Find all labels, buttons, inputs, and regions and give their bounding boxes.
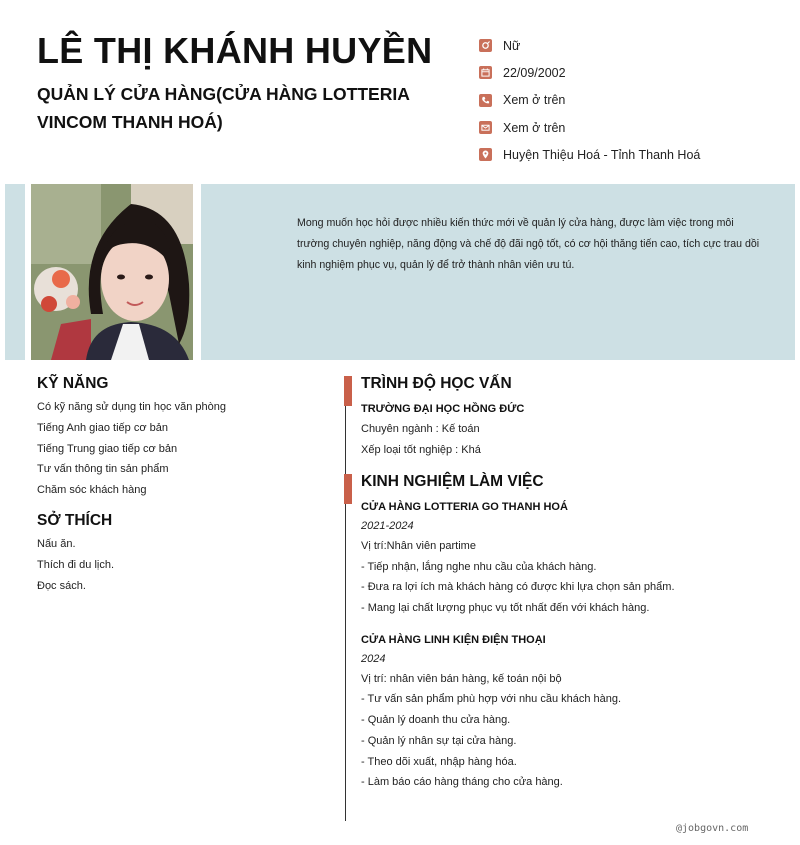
hobby-item: Thích đi du lịch. xyxy=(37,558,115,571)
school-name: TRƯỜNG ĐẠI HỌC HỒNG ĐỨC xyxy=(361,403,525,415)
left-column xyxy=(37,373,327,596)
email-value: Xem ở trên xyxy=(503,120,566,135)
experience-title: KINH NGHIỆM LÀM VIỆC xyxy=(361,473,544,490)
job-entry xyxy=(361,498,781,619)
calendar-icon xyxy=(479,66,492,79)
job-entry xyxy=(361,631,781,793)
hobbies-title: SỞ THÍCH xyxy=(37,511,113,529)
career-objective: Mong muốn học hỏi được nhiều kiến thức mới về quản lý cửa hàng, được làm việc trong môi trường chuyên nghiệp, năng động và chế độ đãi ngộ tốt, có cơ hội thăng tiến cao, tích cực trau dồi kinh nghiệm phục vụ, quản lý để trở thành nhân viên ưu tú. xyxy=(297,217,760,271)
phone-value: Xem ở trên xyxy=(503,93,566,108)
education-section xyxy=(361,373,781,460)
skill-item: Có kỹ năng sử dụng tin học văn phòng xyxy=(37,401,226,413)
job-duty: - Tư vấn sản phẩm phù hợp với nhu cầu khách hàng. xyxy=(361,693,622,706)
gender-value: Nữ xyxy=(503,38,521,53)
hobbies-list xyxy=(37,534,327,596)
phone-icon xyxy=(479,94,492,107)
job-period: 2024 xyxy=(361,652,386,665)
skills-list xyxy=(37,397,327,501)
education-major: Chuyên ngành : Kế toán xyxy=(361,423,480,435)
job-period: 2021-2024 xyxy=(361,520,414,532)
skill-item: Chăm sóc khách hàng xyxy=(37,484,147,497)
contact-gender xyxy=(479,32,700,59)
address-value: Huyện Thiệu Hoá - Tỉnh Thanh Hoá xyxy=(503,147,701,162)
job-position: Vị trí: nhân viên bán hàng, kế toán nội bộ xyxy=(361,672,562,685)
birthday-value: 22/09/2002 xyxy=(503,65,566,80)
gender-icon xyxy=(479,39,492,52)
job-duty: - Làm báo cáo hàng tháng cho cửa hàng. xyxy=(361,776,563,789)
job-duty: - Quản lý doanh thu cửa hàng. xyxy=(361,714,511,727)
job-duty: - Đưa ra lợi ích mà khách hàng có được khi lựa chọn sản phẩm. xyxy=(361,581,675,594)
education-accent-bar xyxy=(344,376,352,406)
education-grade: Xếp loại tốt nghiệp : Khá xyxy=(361,443,481,456)
profile-photo xyxy=(31,184,193,360)
contact-email xyxy=(479,114,700,141)
job-duty: - Theo dõi xuất, nhập hàng hóa. xyxy=(361,755,517,768)
experience-accent-bar xyxy=(344,474,352,504)
contact-info xyxy=(479,32,700,168)
watermark: @jobgovn.com xyxy=(676,823,749,834)
job-position: Vị trí:Nhân viên partime xyxy=(361,540,476,552)
skill-item: Tư vấn thông tin sản phẩm xyxy=(37,463,169,476)
job-duty: - Tiếp nhận, lắng nghe nhu cầu của khách hàng. xyxy=(361,560,597,573)
hobby-item: Đọc sách. xyxy=(37,579,86,592)
column-divider xyxy=(345,377,346,821)
skill-item: Tiếng Trung giao tiếp cơ bản xyxy=(37,442,178,455)
job-company: CỬA HÀNG LOTTERIA GO THANH HOÁ xyxy=(361,501,568,513)
contact-address xyxy=(479,141,700,168)
job-duty: - Mang lại chất lượng phục vụ tốt nhất đến với khách hàng. xyxy=(361,602,650,615)
job-company: CỬA HÀNG LINH KIỆN ĐIỆN THOẠI xyxy=(361,633,546,646)
education-title: TRÌNH ĐỘ HỌC VẤN xyxy=(361,375,512,392)
contact-birthday xyxy=(479,59,700,86)
skill-item: Tiếng Anh giao tiếp cơ bản xyxy=(37,421,168,434)
email-icon xyxy=(479,121,492,134)
band-left-stripe xyxy=(5,184,25,360)
skills-title: KỸ NĂNG xyxy=(37,375,109,392)
experience-section xyxy=(361,471,781,793)
contact-phone xyxy=(479,87,700,114)
job-title: QUẢN LÝ CỬA HÀNG(CỬA HÀNG LOTTERIA VINCOM THANH HOÁ) xyxy=(37,84,410,132)
hobby-item: Nấu ăn. xyxy=(37,537,76,550)
location-icon xyxy=(479,148,492,161)
job-duty: - Quản lý nhân sự tại cửa hàng. xyxy=(361,734,517,747)
candidate-name: LÊ THỊ KHÁNH HUYỀN xyxy=(37,30,433,71)
